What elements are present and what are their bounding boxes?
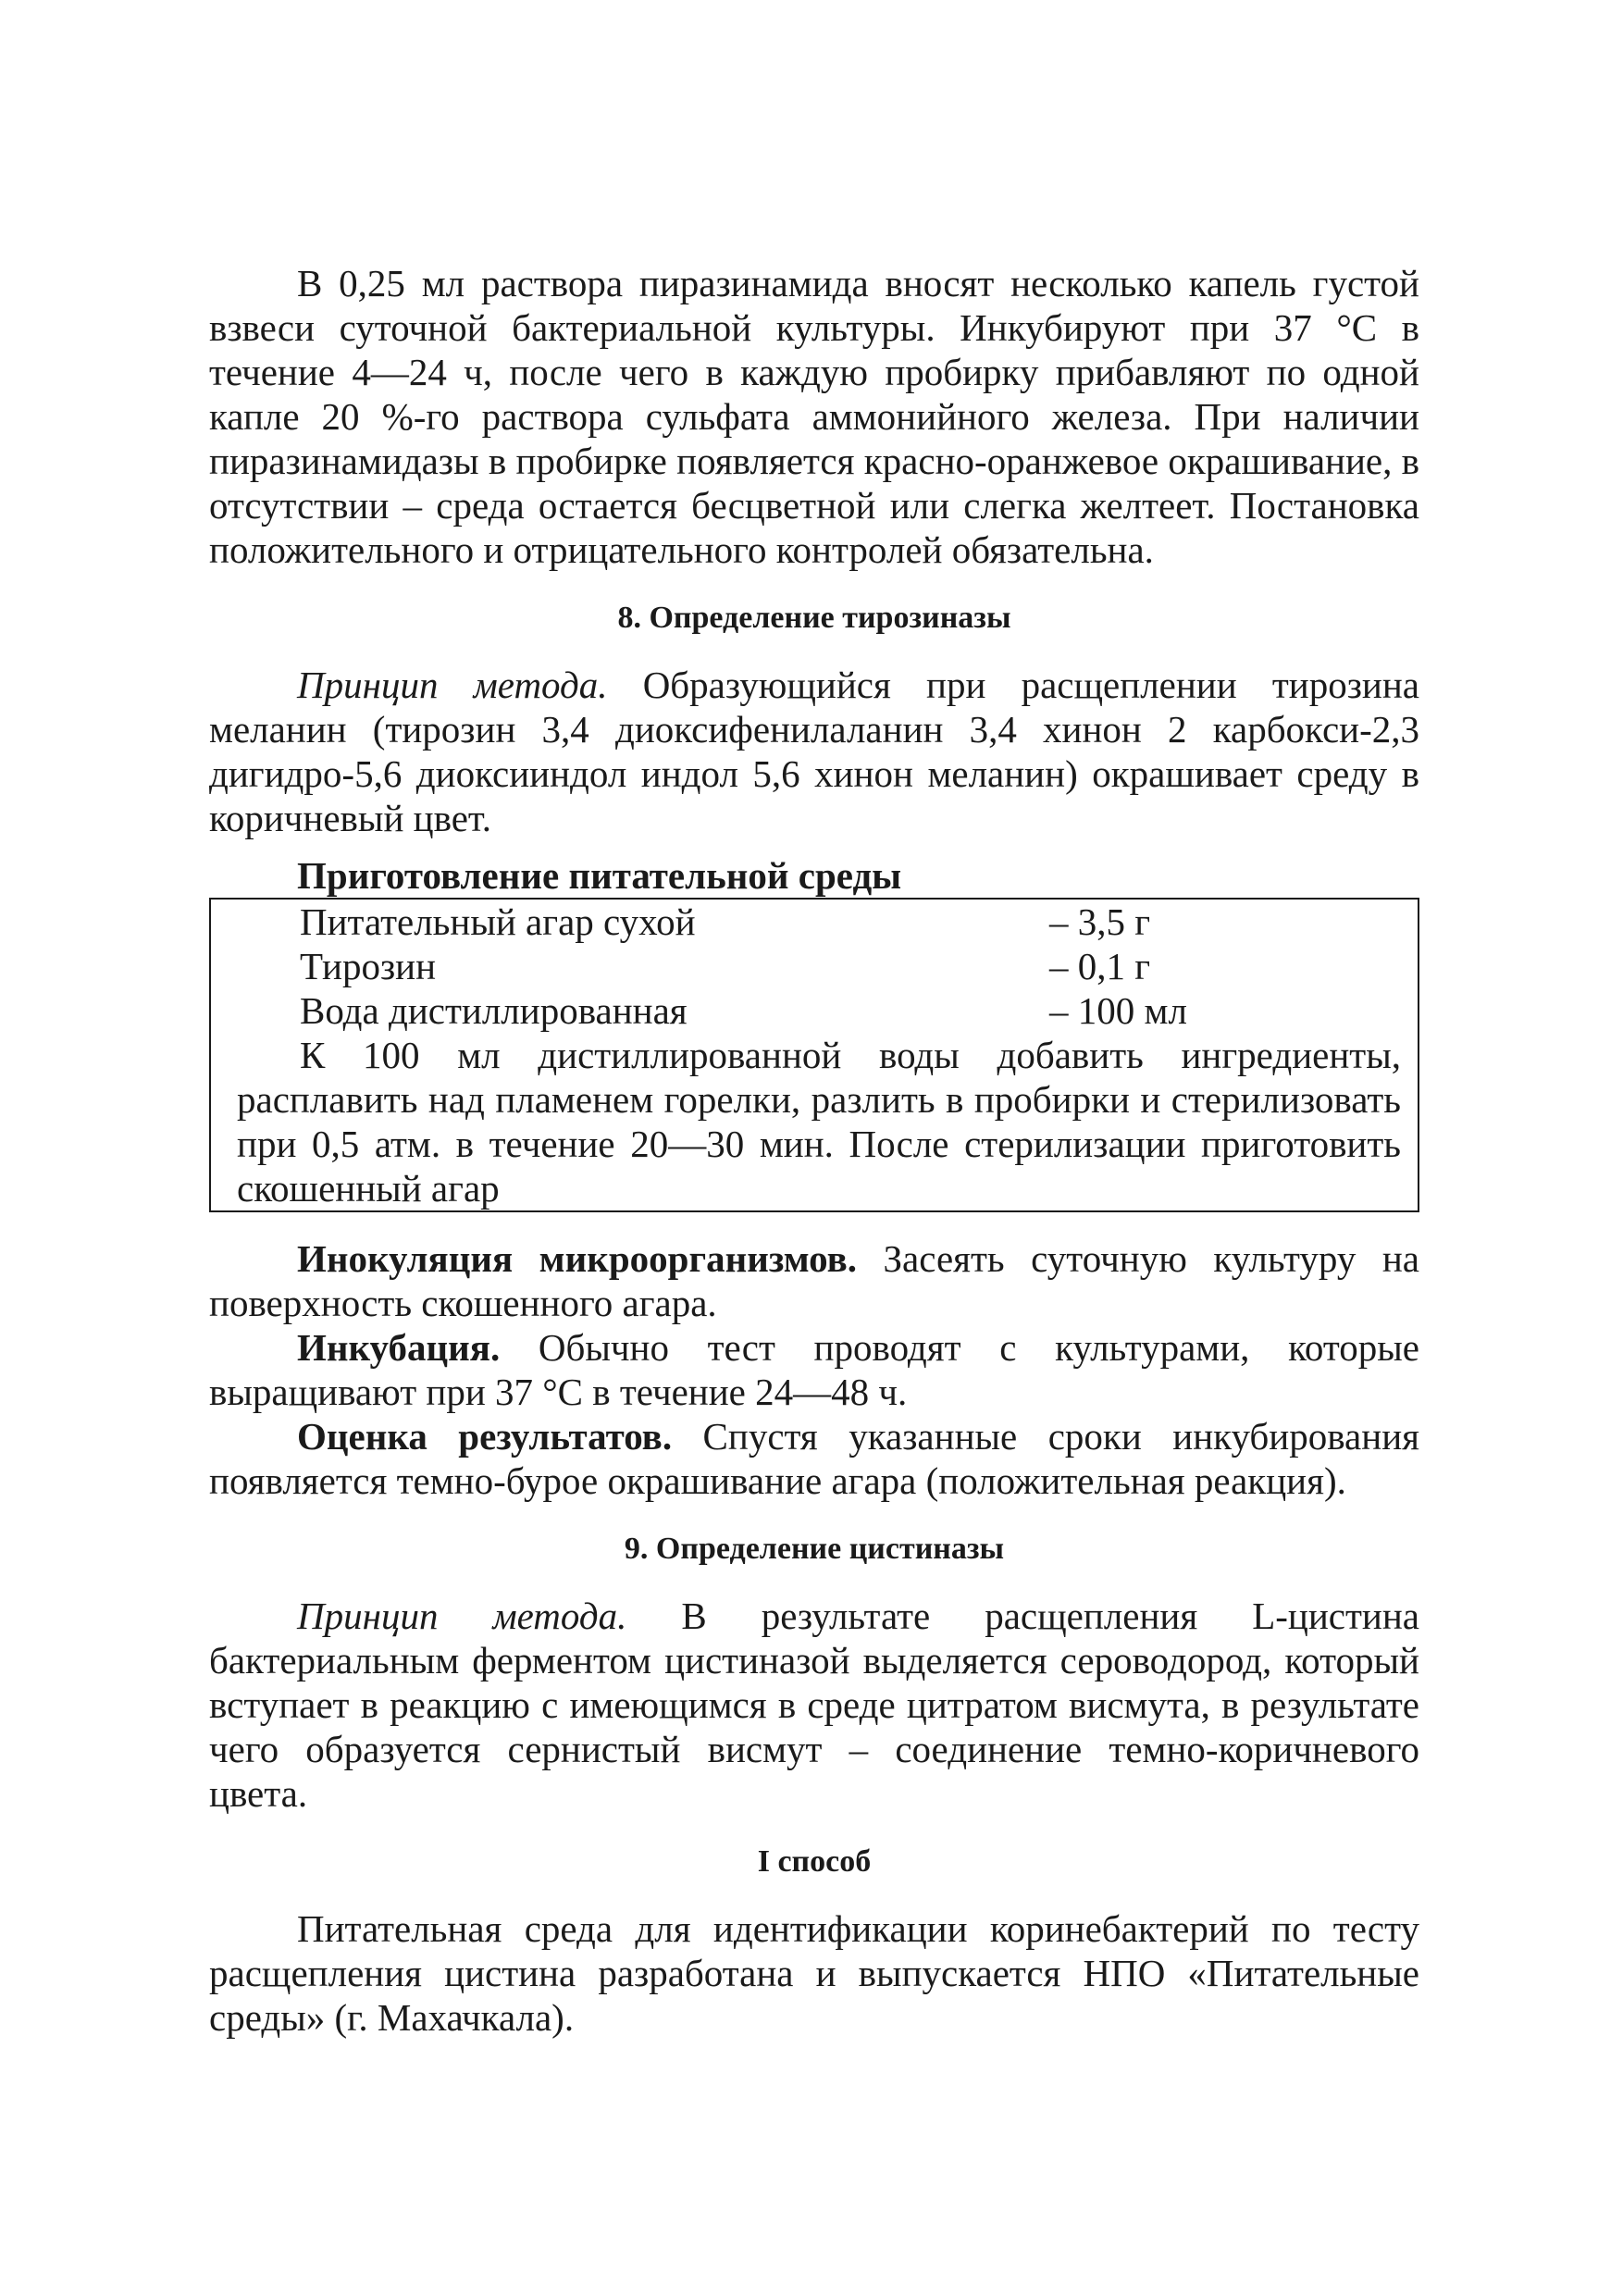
- principle-text: Образующийся при расщеплении тирозина меланин (тирозин 3,4 диоксифенилаланин 3,4 хинон 2 карбокси-2,3 дигидро-5,6 диоксииндол индол 5,6 хинон меланин) окрашивает среду в коричневый цвет.: [209, 664, 1419, 839]
- inoculation-paragraph: [209, 1236, 1419, 1325]
- incubation-text: Обычно тест проводят с культурами, которые выращивают при 37 °С в течение 24—48 ч.: [209, 1326, 1419, 1413]
- section-9-heading: 9. Определение цистиназы: [624, 1532, 1005, 1566]
- ingredient-name: Вода дистиллированная: [300, 989, 688, 1032]
- principle-label: Принцип метода.: [297, 664, 608, 706]
- incubation-label: Инкубация.: [297, 1326, 501, 1369]
- method-heading: I способ: [757, 1844, 872, 1879]
- ingredient-name: Тирозин: [300, 945, 437, 987]
- preparation-instructions: К 100 мл дистиллированной воды добавить ингредиенты, расплавить над пламенем горелки, разлить в пробирки и стерилизовать при 0,5 атм. в течение 20—30 мин. После стерилизации приготовить скошенный агар: [237, 1034, 1401, 1210]
- ingredient-row: [237, 900, 1401, 944]
- principle-label: Принцип метода.: [297, 1595, 627, 1637]
- section-8-principle: [209, 663, 1419, 840]
- results-text: Спустя указанные сроки инкубирования появляется темно-бурое окрашивание агара (положительная реакция).: [209, 1415, 1419, 1502]
- results-paragraph: [209, 1414, 1419, 1503]
- intro-paragraph: В 0,25 мл раствора пиразинамида вносят несколько капель густой взвеси суточной бактериальной культуры. Инкубируют при 37 °С в течение 4—24 ч, после чего в каждую пробирку прибавляют по одной капле 20 %-го раствора сульфата аммонийного железа. При наличии пиразинамидазы в пробирке появляется красно-оранжевое окрашивание, в отсутствии – среда остается бесцветной или слегка желтеет. Постановка положительного и отрицательного контролей обязательна.: [209, 262, 1419, 571]
- ingredient-qty: – 100 мл: [1049, 989, 1187, 1032]
- ingredient-name: Питательный агар сухой: [300, 900, 696, 943]
- section-8-heading: 8. Определение тирозиназы: [617, 601, 1011, 635]
- method-paragraph: Питательная среда для идентификации коринебактерий по тесту расщепления цистина разработана и выпускается НПО «Питательные среды» (г. Махачкала).: [209, 1907, 1419, 2039]
- ingredient-qty: – 0,1 г: [1049, 945, 1151, 987]
- ingredient-row: [237, 988, 1401, 1033]
- ingredient-qty: – 3,5 г: [1049, 900, 1151, 943]
- ingredient-row: [237, 944, 1401, 988]
- results-label: Оценка результатов.: [297, 1415, 673, 1458]
- incubation-paragraph: [209, 1325, 1419, 1414]
- medium-heading: Приготовление питательной среды: [297, 854, 902, 897]
- inoculation-text: Засеять суточную культуру на поверхность скошенного агара.: [209, 1237, 1419, 1324]
- inoculation-label: Инокуляция микроорганизмов.: [297, 1237, 857, 1280]
- section-9-principle: [209, 1594, 1419, 1816]
- principle-text: В результате расщепления L-цистина бактериальным ферментом цистиназой выделяется сероводород, который вступает в реакцию с имеющимся в среде цитратом висмута, в результате чего образуется сернистый висмут – соединение темно-коричневого цвета.: [209, 1595, 1419, 1815]
- medium-recipe-box: [209, 898, 1419, 1212]
- page-content: [209, 261, 1419, 2040]
